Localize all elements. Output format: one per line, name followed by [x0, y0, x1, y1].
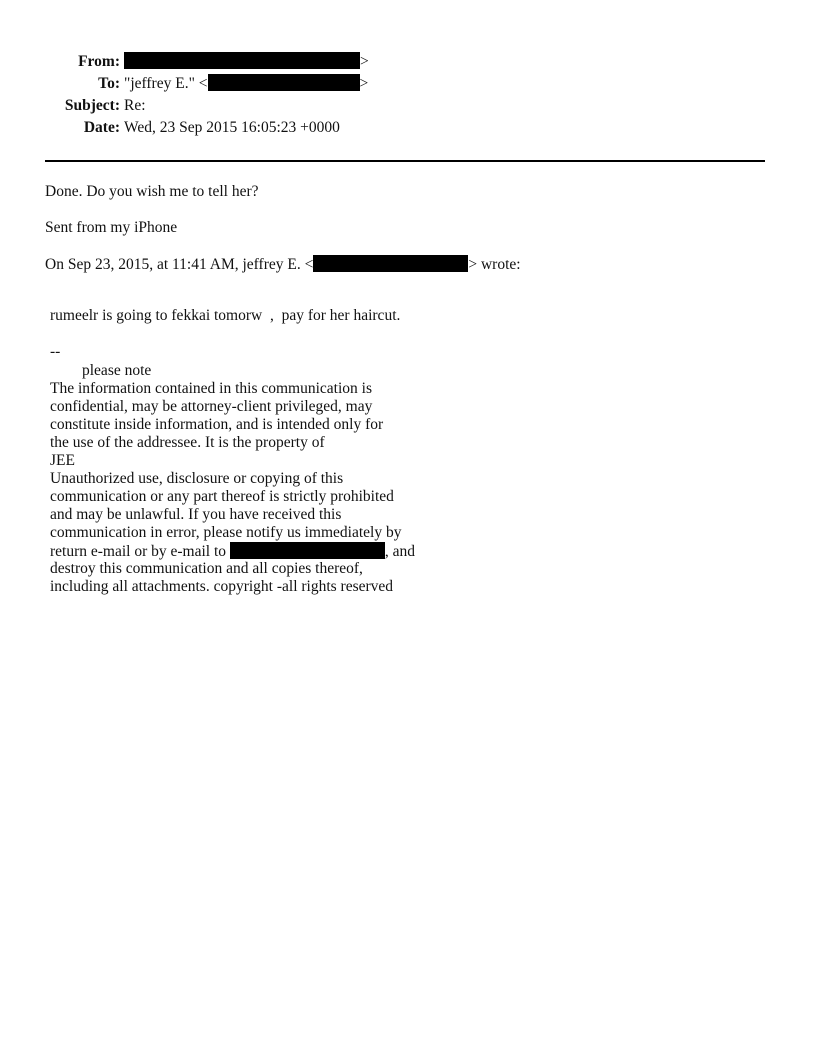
redaction-block [230, 542, 385, 559]
quote-intro [45, 255, 521, 274]
date-value: Wed, 23 Sep 2015 16:05:23 +0000 [124, 119, 340, 136]
header-divider [45, 160, 765, 162]
disclaimer-line: communication in error, please notify us immediately by [50, 524, 402, 541]
return-line-prefix: return e-mail or by e-mail to [50, 543, 230, 560]
note-heading: please note [82, 362, 152, 379]
redaction-block [208, 74, 360, 91]
quoted-message: rumeelr is going to fekkai tomorw , pay for her haircut. [50, 307, 401, 324]
quote-intro-prefix: On Sep 23, 2015, at 11:41 AM, jeffrey E. < [45, 256, 314, 273]
to-name: "jeffrey E." < [124, 75, 208, 92]
subject-label: Subject: [64, 97, 120, 114]
subject-value: Re: [124, 97, 146, 114]
disclaimer-line: constitute inside information, and is intended only for [50, 416, 384, 433]
to-row [0, 74, 400, 94]
to-suffix: > [359, 75, 369, 92]
from-label: From: [78, 53, 120, 70]
date-label: Date: [83, 119, 120, 136]
to-label: To: [98, 75, 120, 92]
from-suffix: > [360, 53, 369, 70]
disclaimer-line: Unauthorized use, disclosure or copying of this [50, 470, 344, 487]
date-row [0, 118, 400, 138]
disclaimer-line: confidential, may be attorney-client privileged, may [50, 398, 373, 415]
reply-signature: Sent from my iPhone [45, 219, 178, 236]
from-value [124, 52, 369, 72]
disclaimer-line: The information contained in this communication is [50, 380, 372, 397]
to-value [124, 74, 368, 94]
quoted-separator: -- [50, 343, 61, 360]
disclaimer-line: JEE [50, 452, 75, 469]
disclaimer-line: including all attachments. copyright -all rights reserved [50, 578, 394, 595]
reply-message: Done. Do you wish me to tell her? [45, 183, 259, 200]
disclaimer-return-line [50, 542, 470, 560]
redaction-block [313, 255, 468, 272]
return-line-suffix: , and [384, 543, 416, 560]
from-row [0, 52, 400, 72]
quote-intro-suffix: > wrote: [468, 256, 521, 273]
disclaimer-block [50, 362, 470, 596]
disclaimer-line: the use of the addressee. It is the property of [50, 434, 325, 451]
disclaimer-line: and may be unlawful. If you have received this [50, 506, 342, 523]
redaction-block [124, 52, 360, 69]
disclaimer-line: destroy this communication and all copies thereof, [50, 560, 363, 577]
subject-row [0, 96, 400, 116]
disclaimer-line: communication or any part thereof is strictly prohibited [50, 488, 394, 505]
